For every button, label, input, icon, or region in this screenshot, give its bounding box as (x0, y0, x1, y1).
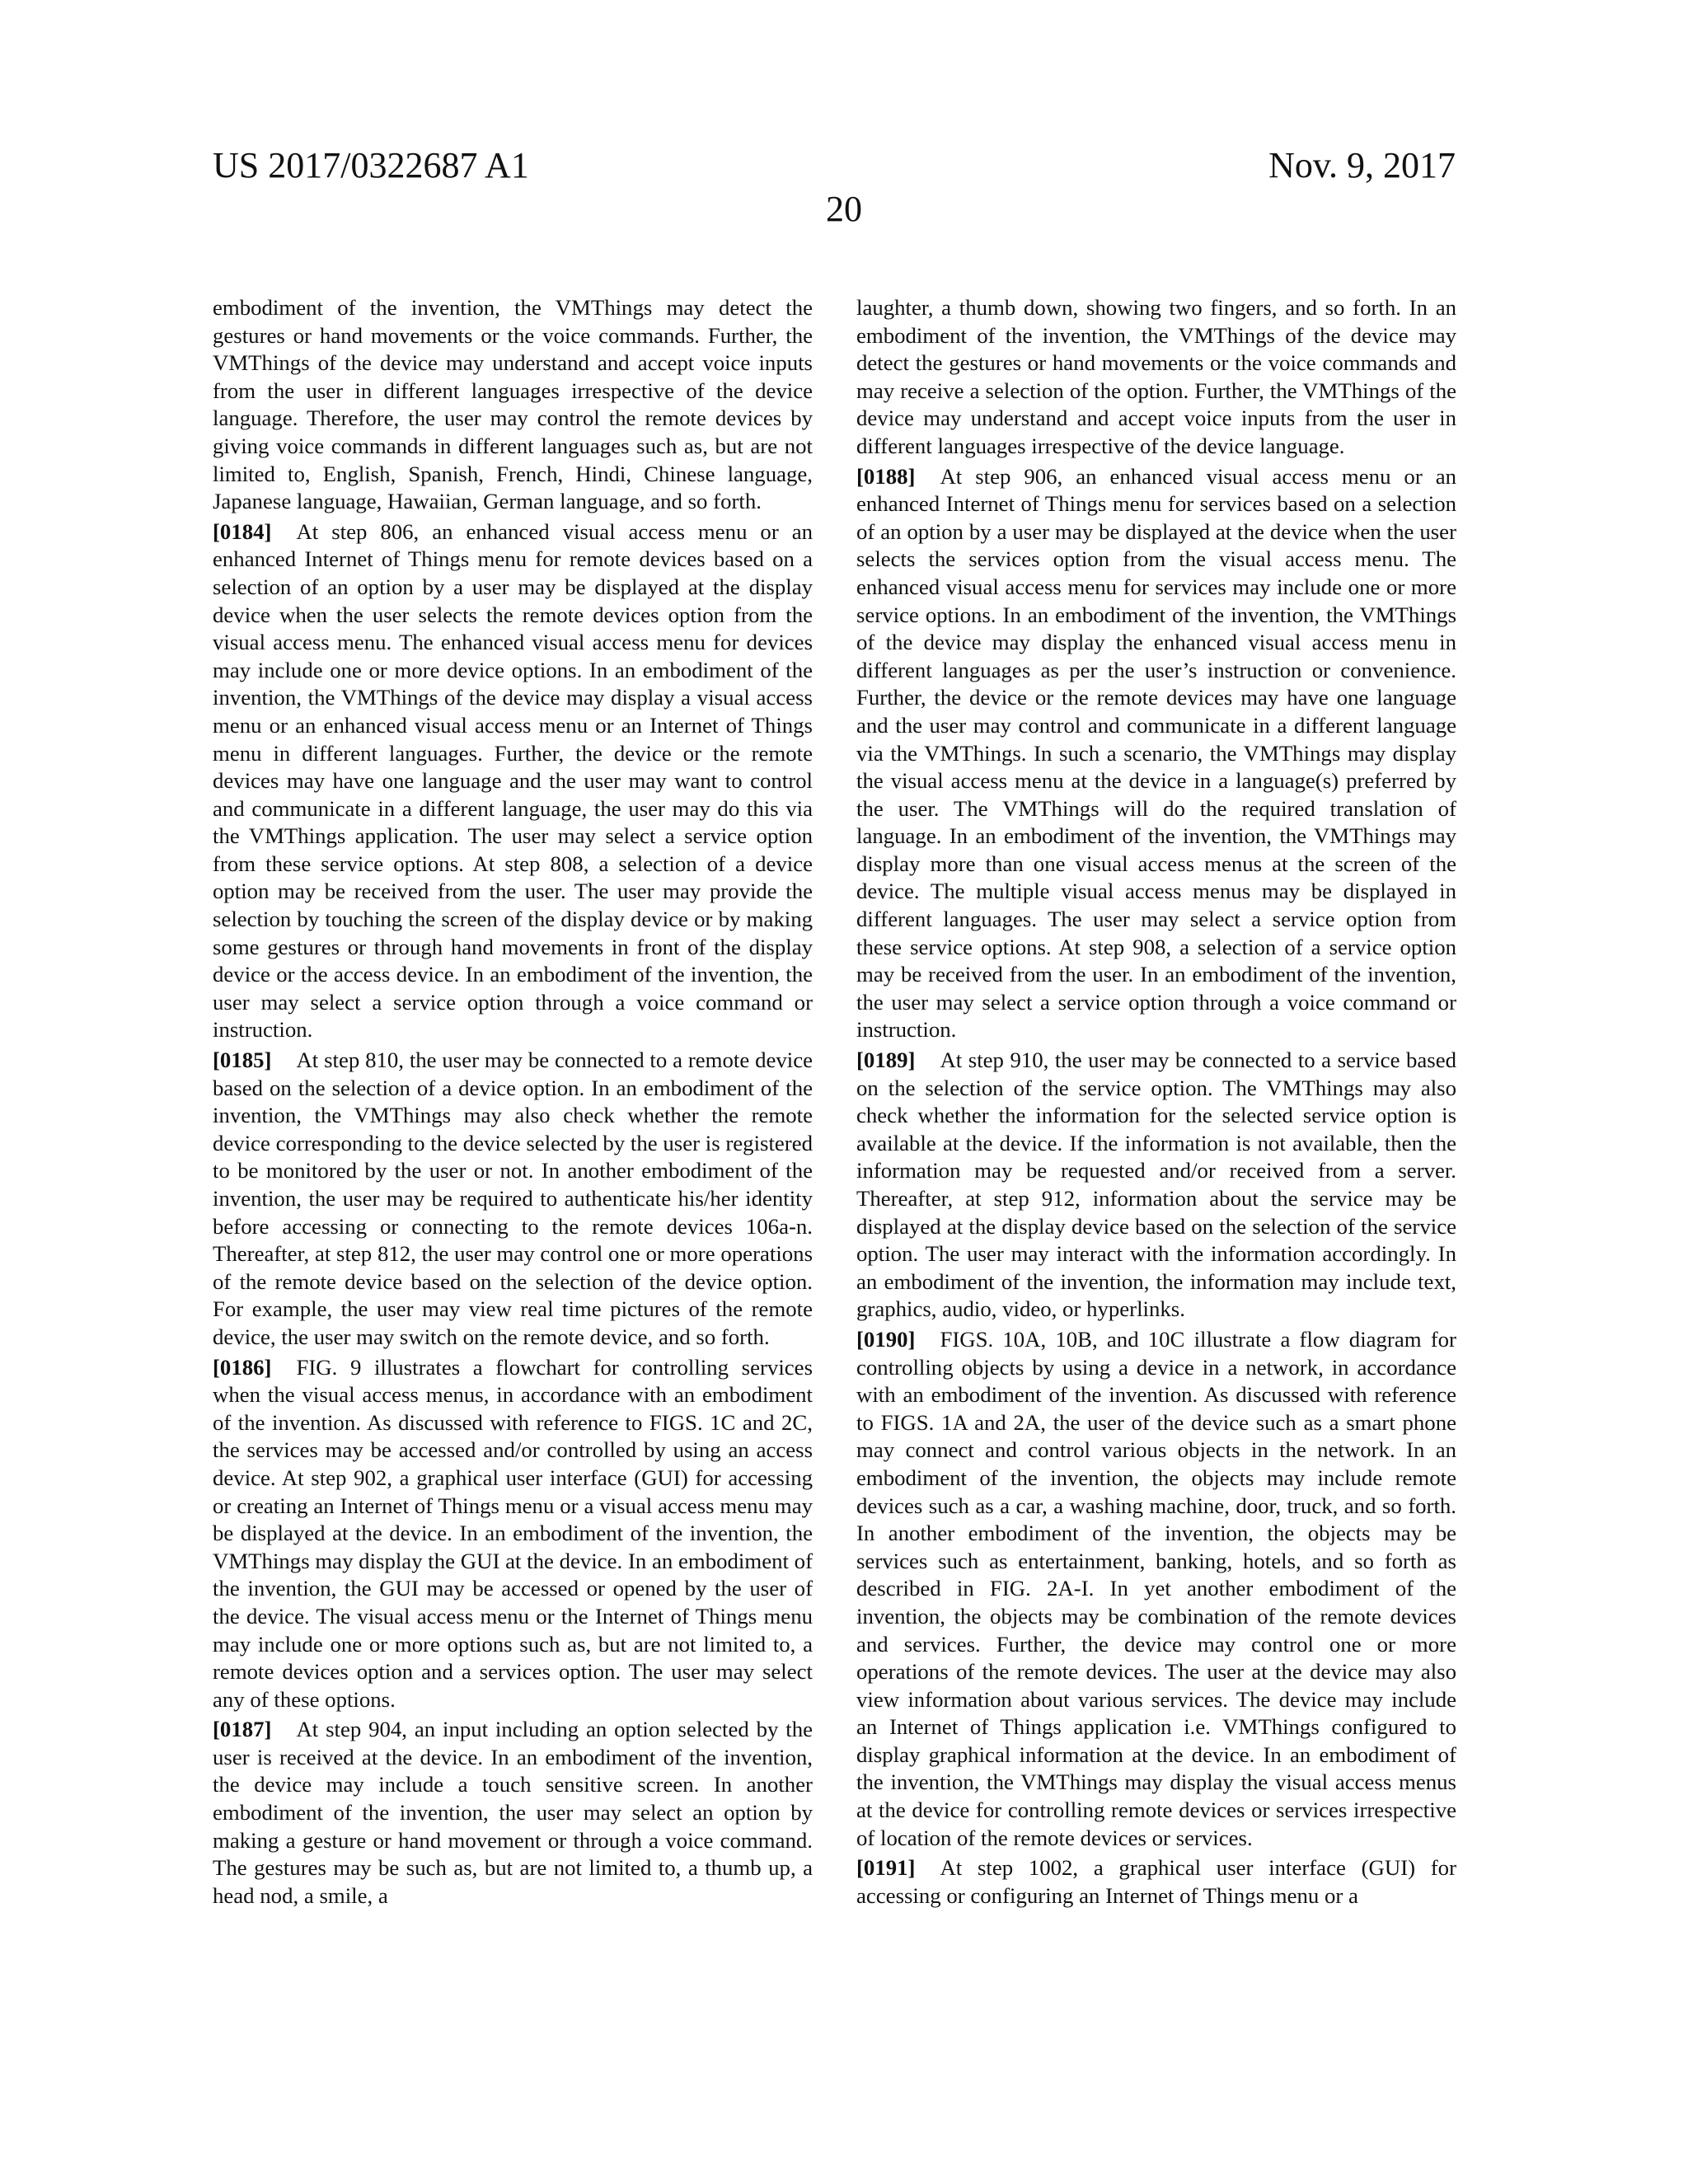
paragraph-number: [0184] (213, 518, 272, 544)
paragraph-text: FIGS. 10A, 10B, and 10C illustrate a flow diagram for controlling objects by using a device in a network, in accordance with an embodiment of the invention. As discussed with reference to FIGS. 1A and 2A, the user of the device such as a smart phone may connect and control various objects in the network. In an embodiment of the invention, the objects may include remote devices such as a car, a washing machine, door, truck, and so forth. In another embodiment of the invention, the objects may be services such as entertainment, banking, hotels, and so forth as described in FIG. 2A-I. In yet another embodiment of the invention, the objects may be combination of the remote devices and services. Further, the device may control one or more operations of the remote devices. The user at the device may also view information about various services. The device may include an Internet of Things application i.e. VMThings configured to display graphical information at the device. In an embodiment of the invention, the VMThings may display the visual access menus at the device for controlling remote devices or services irrespective of location of the remote devices or services. (856, 1326, 1456, 1850)
publication-date: Nov. 9, 2017 (1268, 145, 1456, 185)
paragraph-number: [0185] (213, 1047, 272, 1073)
paragraph (856, 463, 1456, 1044)
paragraph (213, 1047, 813, 1352)
paragraph (213, 1354, 813, 1714)
paragraph-text: laughter, a thumb down, showing two fingers, and so forth. In an embodiment of the invention, the VMThings of the device may detect the gestures or hand movements or the voice commands and may receive a selection of the option. Further, the VMThings of the device may understand and accept voice inputs from the user in different languages irrespective of the device language. (856, 295, 1456, 458)
publication-number: US 2017/0322687 A1 (213, 145, 529, 185)
paragraph (856, 1854, 1456, 1910)
paragraph (856, 1326, 1456, 1852)
paragraph (856, 1047, 1456, 1324)
paragraph-number: [0189] (856, 1047, 916, 1073)
paragraph-text: FIG. 9 illustrates a flowchart for controlling services when the visual access menus, in accordance with an embodiment of the invention. As discussed with reference to FIGS. 1C and 2C, the services may be accessed and/or controlled by using an access device. At step 902, a graphical user interface (GUI) for accessing or creating an Internet of Things menu or a visual access menu may be displayed at the device. In an embodiment of the invention, the VMThings may display the GUI at the device. In an embodiment of the invention, the GUI may be accessed or opened by the user of the device. The visual access menu or the Internet of Things menu may include one or more options such as, but are not limited to, a remote devices option and a services option. The user may select any of these options. (213, 1354, 813, 1712)
paragraph-number: [0186] (213, 1354, 272, 1380)
paragraph-text: embodiment of the invention, the VMThings may detect the gestures or hand movements or the voice commands. Further, the VMThings of the device may understand and accept voice inputs from the user in different languages irrespective of the device language. Therefore, the user may control the remote devices by giving voice commands in different languages such as, but are not limited to, English, Spanish, French, Hindi, Chinese language, Japanese language, Hawaiian, German language, and so forth. (213, 295, 813, 514)
paragraph-number: [0187] (213, 1717, 272, 1742)
paragraph-text: At step 904, an input including an option selected by the user is received at the device. In an embodiment of the invention, the device may include a touch sensitive screen. In another embodiment of the invention, the user may select an option by making a gesture or hand movement or through a voice command. The gestures may be such as, but are not limited to, a thumb up, a head nod, a smile, a (213, 1717, 813, 1908)
paragraph-text: At step 1002, a graphical user interface (GUI) for accessing or configuring an Internet of Things menu or a (856, 1855, 1456, 1908)
paragraph (213, 294, 813, 516)
left-column (213, 294, 813, 1912)
paragraph-number: [0188] (856, 463, 916, 489)
right-column (856, 294, 1456, 1912)
paragraph-text: At step 906, an enhanced visual access menu or an enhanced Internet of Things menu for services based on a selection of an option by a user may be displayed at the device when the user selects the services option from the visual access menu. The enhanced visual access menu for services may include one or more service options. In an embodiment of the invention, the VMThings of the device may display the enhanced visual access menu in different languages as per the user’s instruction or convenience. Further, the device or the remote devices may have one language and the user may control and communicate in a different language via the VMThings. In such a scenario, the VMThings may display the visual access menu at the device in a language(s) preferred by the user. The VMThings will do the required translation of language. In an embodiment of the invention, the VMThings may display more than one visual access menus at the screen of the device. The multiple visual access menus may be displayed in different languages. The user may select a service option from these service options. At step 908, a selection of a service option may be received from the user. In an embodiment of the invention, the user may select a service option through a voice command or instruction. (856, 463, 1456, 1043)
paragraph (213, 518, 813, 1044)
paragraph-number: [0190] (856, 1326, 916, 1352)
paragraph-text: At step 806, an enhanced visual access menu or an enhanced Internet of Things menu for remote devices based on a selection of an option by a user may be displayed at the display device when the user selects the remote devices option from the visual access menu. The enhanced visual access menu for devices may include one or more device options. In an embodiment of the invention, the VMThings of the device may display a visual access menu or an enhanced visual access menu or an Internet of Things menu in different languages. Further, the device or the remote devices may have one language and the user may want to control and communicate in a different language, the user may do this via the VMThings application. The user may select a service option from these service options. At step 808, a selection of a device option may be received from the user. The user may provide the selection by touching the screen of the display device or by making some gestures or through hand movements in front of the display device or the access device. In an embodiment of the invention, the user may select a service option through a voice command or instruction. (213, 518, 813, 1043)
paragraph-text: At step 910, the user may be connected to a service based on the selection of the service option. The VMThings may also check whether the information for the selected service option is available at the device. If the information is not available, then the information may be requested and/or received from a server. Thereafter, at step 912, information about the service may be displayed at the display device based on the selection of the service option. The user may interact with the information accordingly. In an embodiment of the invention, the information may include text, graphics, audio, video, or hyperlinks. (856, 1047, 1456, 1322)
paragraph (856, 294, 1456, 461)
paragraph-text: At step 810, the user may be connected to a remote device based on the selection of a device option. In an embodiment of the invention, the VMThings may also check whether the remote device corresponding to the device selected by the user is registered to be monitored by the user or not. In another embodiment of the invention, the user may be required to authenticate his/her identity before accessing or connecting to the remote devices 106a-n. Thereafter, at step 812, the user may control one or more operations of the remote device based on the selection of the device option. For example, the user may view real time pictures of the remote device, the user may switch on the remote device, and so forth. (213, 1047, 813, 1349)
paragraph-number: [0191] (856, 1855, 916, 1881)
page-number: 20 (826, 189, 862, 229)
paragraph (213, 1716, 813, 1910)
